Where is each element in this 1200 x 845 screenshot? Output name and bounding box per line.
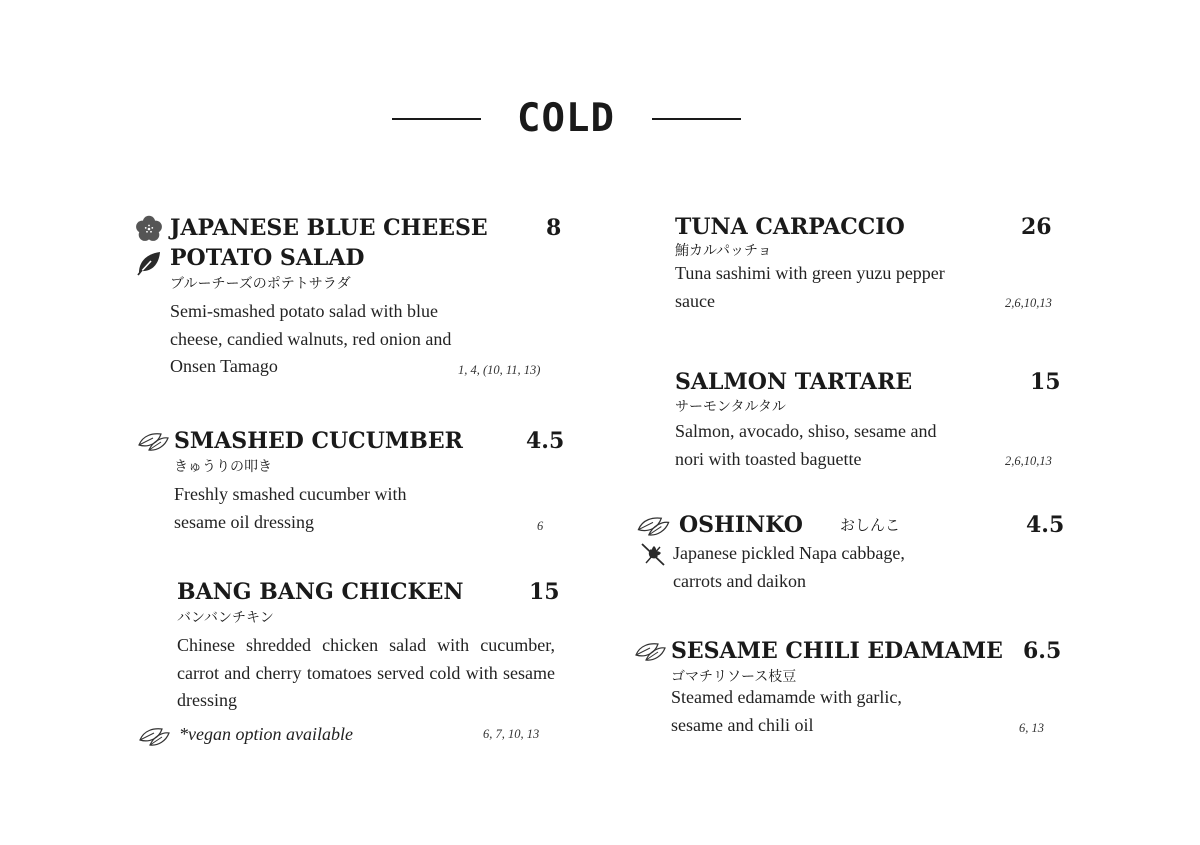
vegan-leaf-icon <box>636 513 670 538</box>
item-description: Steamed edamamde with garlic, sesame and chili oil <box>671 687 902 735</box>
item-description: Tuna sashimi with green yuzu pepper sauce <box>675 263 945 311</box>
item-price: 6.5 <box>1023 638 1062 664</box>
item-description: Chinese shredded chicken salad with cucumber, carrot and cherry tomatoes served cold with sesame dressing <box>177 635 555 710</box>
item-description: Salmon, avocado, shiso, sesame and nori with toasted baguette <box>675 421 937 469</box>
vegan-option-note: *vegan option available <box>179 724 353 744</box>
header-rule-left <box>392 118 481 120</box>
item-allergens: 2,6,10,13 <box>1005 296 1052 310</box>
gluten-free-icon <box>639 541 667 567</box>
item-japanese-name: おしんこ <box>840 516 901 534</box>
item-description: Japanese pickled Napa cabbage, carrots and daikon <box>673 543 905 591</box>
leaf-icon <box>136 250 162 276</box>
item-japanese-name: 鮪カルパッチョ <box>675 243 772 259</box>
item-allergens: 2,6,10,13 <box>1005 454 1052 468</box>
item-description: Freshly smashed cucumber with sesame oil dressing <box>174 484 407 532</box>
item-name: SESAME CHILI EDAMAME <box>671 638 1003 664</box>
vegan-leaf-icon <box>634 639 666 663</box>
item-name: TUNA CARPACCIO <box>675 214 905 240</box>
item-allergens: 6, 7, 10, 13 <box>483 727 540 741</box>
item-japanese-name: ゴマチリソース枝豆 <box>671 669 797 685</box>
item-japanese-name: ブルーチーズのポテトサラダ <box>170 276 351 292</box>
section-title: COLD <box>517 96 615 141</box>
item-price: 8 <box>546 215 562 241</box>
item-name: OSHINKO <box>679 512 803 538</box>
item-allergens: 1, 4, (10, 11, 13) <box>458 363 541 377</box>
item-allergens: 6 <box>537 519 544 533</box>
item-japanese-name: きゅうりの叩き <box>174 459 272 475</box>
item-japanese-name: サーモンタルタル <box>675 399 786 415</box>
item-price: 15 <box>1030 369 1061 395</box>
item-price: 26 <box>1021 214 1052 240</box>
item-name: BANG BANG CHICKEN <box>177 579 464 605</box>
item-name-line-2: POTATO SALAD <box>170 245 365 271</box>
flower-icon <box>135 215 163 243</box>
item-price: 4.5 <box>526 428 565 454</box>
item-name: JAPANESE BLUE CHEESE <box>170 215 488 241</box>
item-name: SMASHED CUCUMBER <box>174 428 463 454</box>
item-price: 4.5 <box>1026 512 1065 538</box>
item-name: SALMON TARTARE <box>675 369 913 395</box>
item-price: 15 <box>529 579 560 605</box>
vegan-leaf-icon <box>137 429 169 453</box>
header-rule-right <box>652 118 741 120</box>
item-allergens: 6, 13 <box>1019 721 1044 735</box>
vegan-leaf-icon <box>138 724 170 748</box>
item-description: Semi-smashed potato salad with blue cheese, candied walnuts, red onion and Onsen Tamago <box>170 301 452 376</box>
item-japanese-name: バンバンチキン <box>177 610 274 626</box>
